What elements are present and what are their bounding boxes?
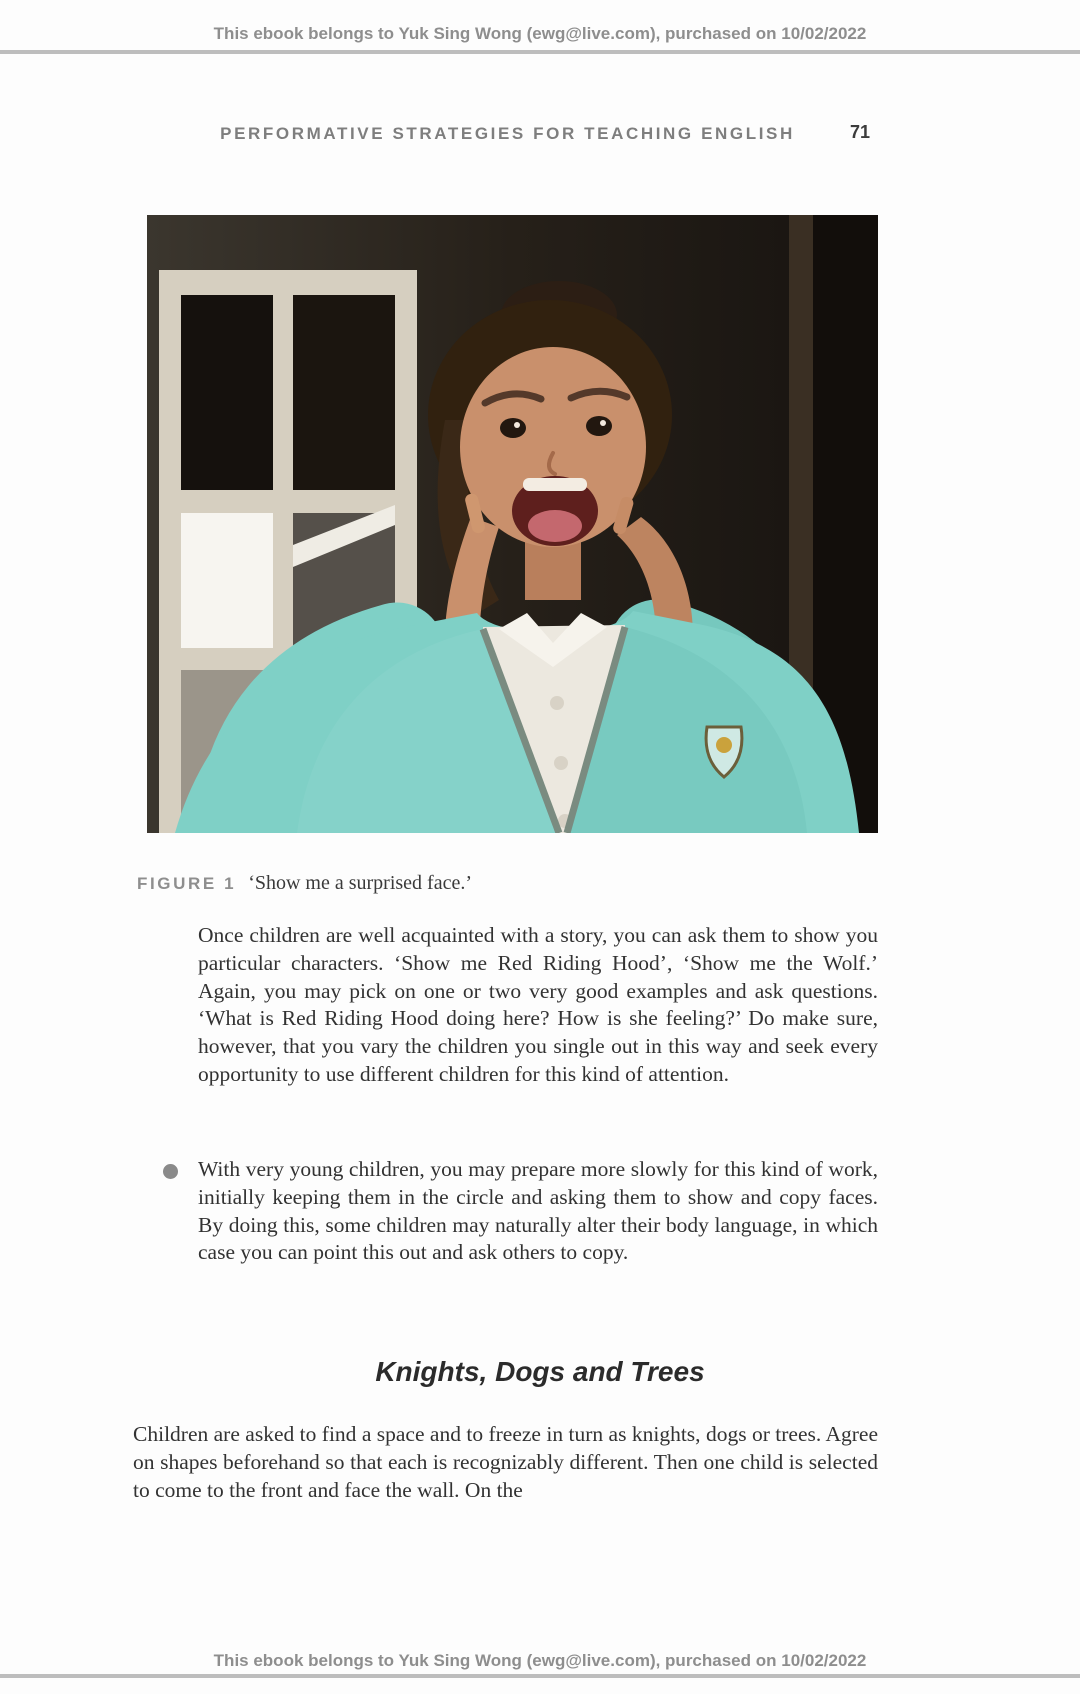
section-heading: Knights, Dogs and Trees <box>375 1356 705 1387</box>
child-surprised-photo-illustration <box>147 215 878 833</box>
running-head: PERFORMATIVE STRATEGIES FOR TEACHING ENGLISH <box>220 124 795 143</box>
body-paragraph-2: Children are asked to find a space and to freeze in turn as knights, dogs or trees. Agree on shapes beforehand so that each is recognizably different. Then one child is selected to come to the front and face the wall. On the <box>133 1422 878 1503</box>
ownership-notice-bottom: This ebook belongs to Yuk Sing Wong (ewg@live.com), purchased on 10/02/2022 <box>213 1651 867 1670</box>
figure-caption <box>137 872 878 895</box>
body-paragraph-1: Once children are well acquainted with a story, you can ask them to show you particular characters. ‘Show me Red Riding Hood’, ‘Show me the Wolf.’ Again, you may pick on one or two very good examples and ask questions. ‘What is Red Riding Hood doing here? How is she feeling?’ Do make sure, however, that you vary the children you single out in this way and seek every opportunity to use different children for this kind of attention. <box>198 923 878 1086</box>
bullet-item <box>163 1156 878 1267</box>
ownership-notice-top: This ebook belongs to Yuk Sing Wong (ewg@live.com), purchased on 10/02/2022 <box>213 24 867 43</box>
figure-photo <box>147 215 878 833</box>
bullet-paragraph: With very young children, you may prepare more slowly for this kind of work, initially keeping them in the circle and asking them to show and copy faces. By doing this, some children may naturally alter their body language, in which case you can point this out and ask others to copy. <box>198 1157 878 1265</box>
figure-label: FIGURE 1 <box>137 874 237 893</box>
bottom-divider <box>0 1674 1080 1678</box>
page-number: 71 <box>849 122 870 142</box>
figure-caption-text: ‘Show me a surprised face.’ <box>248 872 473 894</box>
top-divider <box>0 50 1080 54</box>
bullet-icon <box>163 1164 178 1179</box>
